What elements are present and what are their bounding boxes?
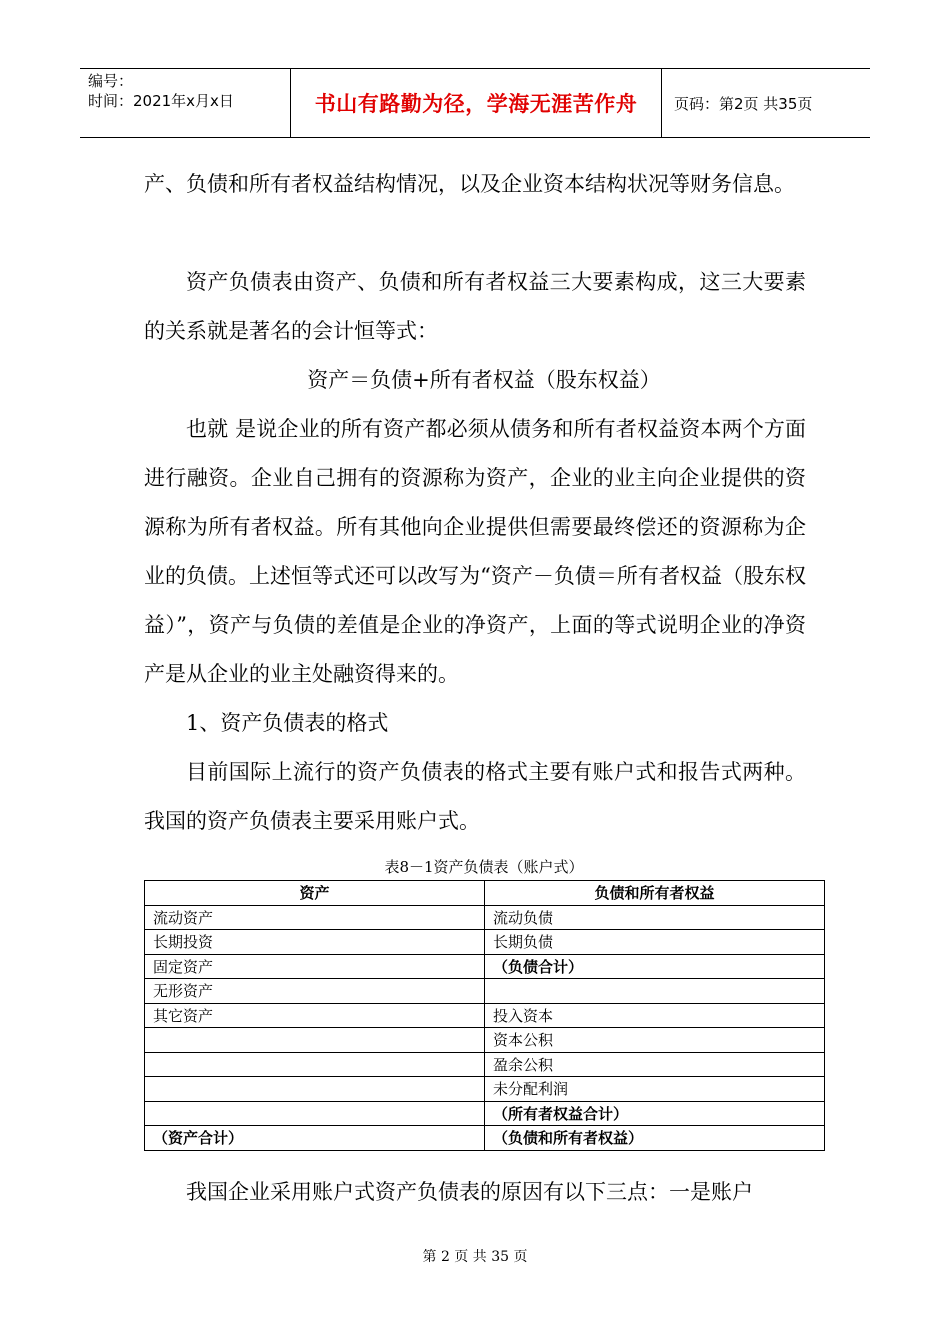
cell-asset: 其它资产 <box>145 1003 485 1028</box>
cell-liability: （负债合计） <box>485 954 825 979</box>
cell-asset <box>145 1052 485 1077</box>
balance-sheet-table <box>144 880 825 1151</box>
cell-liability <box>485 979 825 1004</box>
section-heading: 1、资产负债表的格式 <box>186 711 389 735</box>
page-header <box>80 68 870 138</box>
header-motto: 书山有路勤为径，学海无涯苦作舟 <box>291 69 662 137</box>
table-row <box>145 1101 825 1126</box>
cell-asset <box>145 1077 485 1102</box>
table-row <box>145 1077 825 1102</box>
cell-asset: 固定资产 <box>145 954 485 979</box>
header-liabilities-equity: 负债和所有者权益 <box>485 881 825 906</box>
cell-liability: （所有者权益合计） <box>485 1101 825 1126</box>
cell-asset: 长期投资 <box>145 930 485 955</box>
cell-liability: 投入资本 <box>485 1003 825 1028</box>
cell-asset: 无形资产 <box>145 979 485 1004</box>
cell-liability: 资本公积 <box>485 1028 825 1053</box>
table-row <box>145 979 825 1004</box>
header-assets: 资产 <box>145 881 485 906</box>
table-header-row <box>145 881 825 906</box>
header-meta <box>80 69 291 137</box>
number-label: 编号： <box>88 72 134 90</box>
paragraph-5: 我国企业采用账户式资产负债表的原因有以下三点：一是账户 <box>186 1180 753 1204</box>
cell-asset: （资产合计） <box>145 1126 485 1151</box>
cell-liability: （负债和所有者权益） <box>485 1126 825 1151</box>
cell-liability: 流动负债 <box>485 905 825 930</box>
cell-asset <box>145 1101 485 1126</box>
table-row <box>145 954 825 979</box>
cell-liability: 长期负债 <box>485 930 825 955</box>
table-row <box>145 1003 825 1028</box>
cell-asset <box>145 1028 485 1053</box>
table-caption: 表8－1资产负债表（账户式） <box>384 858 584 876</box>
cell-liability: 未分配利润 <box>485 1077 825 1102</box>
table-row <box>145 1052 825 1077</box>
time-label: 时间：2021年x月x日 <box>88 92 234 110</box>
table-row <box>145 1028 825 1053</box>
paragraph-1: 产、负债和所有者权益结构情况，以及企业资本结构状况等财务信息。 <box>144 172 795 196</box>
table-row <box>145 1126 825 1151</box>
table-row <box>145 905 825 930</box>
table-row <box>145 930 825 955</box>
paragraph-2: 资产负债表由资产、负债和所有者权益三大要素构成，这三大要素的关系就是著名的会计恒等式： <box>144 270 806 343</box>
cell-asset: 流动资产 <box>145 905 485 930</box>
page-footer: 第 2 页 共 35 页 <box>422 1249 528 1265</box>
equation: 资产＝负债+所有者权益（股东权益） <box>307 368 661 392</box>
cell-liability: 盈余公积 <box>485 1052 825 1077</box>
paragraph-4: 目前国际上流行的资产负债表的格式主要有账户式和报告式两种。我国的资产负债表主要采用账户式。 <box>144 760 806 833</box>
header-page-info: 页码：第2页 共35页 <box>674 94 813 113</box>
paragraph-3: 也就 是说企业的所有资产都必须从债务和所有者权益资本两个方面进行融资。企业自己拥有的资源称为资产，企业的业主向企业提供的资源称为所有者权益。所有其他向企业提供但需要最终偿还的资源称为企业的负债。上述恒等式还可以改写为“资产－负债＝所有者权益（股东权益）”，资产与负债的差值是企业的净资产，上面的等式说明企业的净资产是从企业的业主处融资得来的。 <box>144 417 806 686</box>
